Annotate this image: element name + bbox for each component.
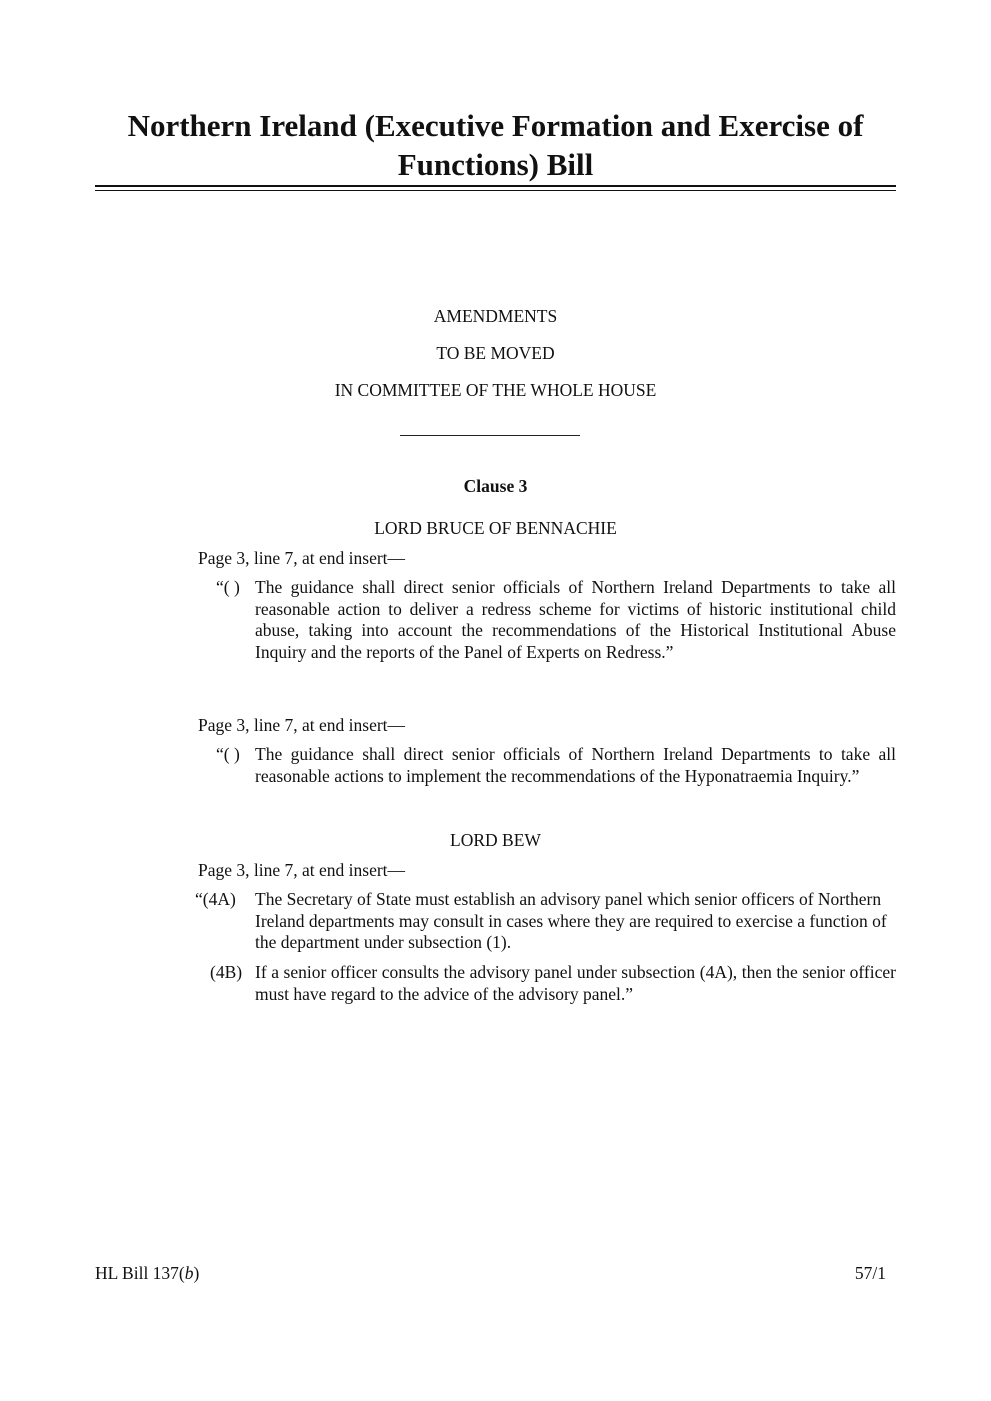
amendment-item	[195, 889, 896, 954]
member-name: LORD BEW	[450, 830, 541, 850]
amendment-item	[198, 962, 896, 1005]
item-text: The guidance shall direct senior officials of Northern Ireland Departments to take all reasonable action to deliver a redress scheme for victims of historic institutional child abuse, taking into account the recommendations of the Historical Institutional Abuse Inquiry and the reports of the Panel of Experts on Redress.”	[255, 577, 896, 662]
member-name: LORD BRUCE OF BENNACHIE	[374, 518, 617, 538]
bill-number-suffix: )	[193, 1263, 200, 1283]
item-marker: “( )	[216, 744, 240, 764]
heading-to-be-moved: TO BE MOVED	[436, 343, 555, 363]
amendment-location: Page 3, line 7, at end insert—	[198, 715, 406, 735]
bill-number	[95, 1263, 199, 1284]
heading-amendments: AMENDMENTS	[433, 306, 558, 326]
amendment-item	[198, 577, 896, 663]
amendment-item	[198, 744, 896, 787]
title-rule-thin	[95, 190, 896, 191]
clause-heading: Clause 3	[463, 476, 528, 496]
item-marker: “(4A)	[195, 889, 236, 909]
item-marker: “( )	[216, 577, 240, 597]
item-text: The guidance shall direct senior officials of Northern Ireland Departments to take all reasonable actions to implement the recommendations of the Hyponatraemia Inquiry.”	[255, 744, 896, 786]
item-text: The Secretary of State must establish an advisory panel which senior officers of Northern Ireland departments may consult in cases where they are required to exercise a function of the department under subsection (1).	[255, 889, 887, 952]
bill-number-letter: b	[184, 1263, 194, 1283]
heading-committee: IN COMMITTEE OF THE WHOLE HOUSE	[334, 380, 657, 400]
bill-title: Northern Ireland (Executive Formation and Exercise of Functions) Bill	[127, 108, 864, 182]
amendment-location: Page 3, line 7, at end insert—	[198, 860, 406, 880]
section-divider	[400, 435, 580, 436]
item-text: If a senior officer consults the advisory panel under subsection (4A), then the senior officer must have regard to the advice of the advisory panel.”	[255, 962, 896, 1004]
page-reference: 57/1	[854, 1263, 886, 1283]
amendment-location: Page 3, line 7, at end insert—	[198, 548, 406, 568]
title-rule-thick	[95, 185, 896, 187]
item-marker: (4B)	[210, 962, 243, 982]
bill-number-prefix: HL Bill 137(	[95, 1263, 185, 1283]
